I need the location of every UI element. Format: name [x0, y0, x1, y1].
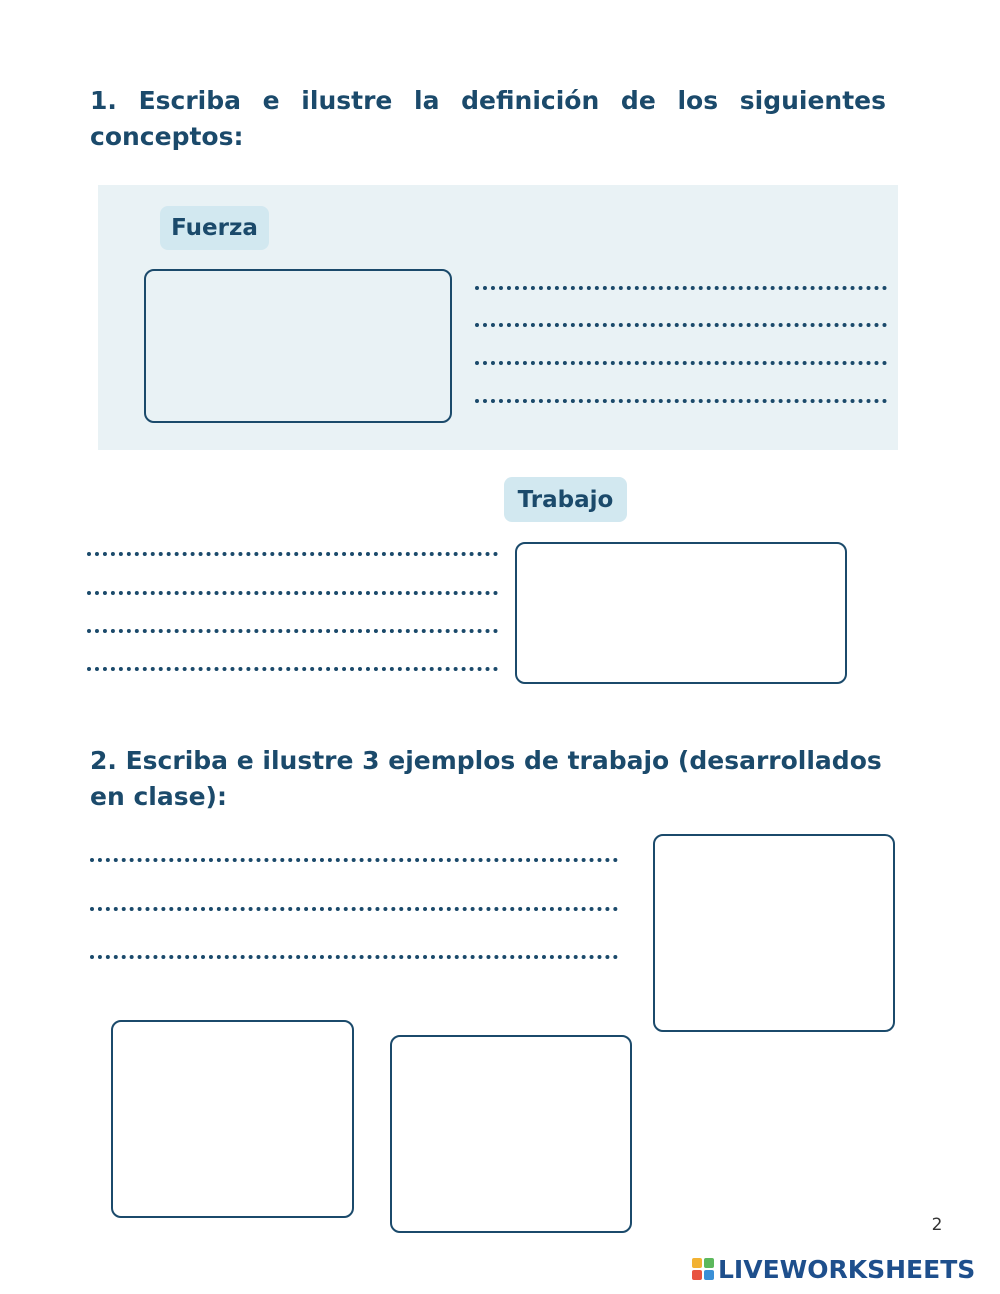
- fuerza-answer-line-2[interactable]: [475, 323, 887, 327]
- trabajo-answer-line-1[interactable]: [87, 552, 498, 556]
- fuerza-answer-line-3[interactable]: [475, 361, 887, 365]
- example-drawing-box-3[interactable]: [390, 1035, 632, 1233]
- fuerza-answer-line-4[interactable]: [475, 399, 887, 403]
- liveworksheets-logo-icon: [692, 1258, 714, 1280]
- example-answer-line-2[interactable]: [90, 907, 618, 911]
- trabajo-answer-line-4[interactable]: [87, 667, 498, 671]
- example-drawing-box-2[interactable]: [111, 1020, 354, 1218]
- trabajo-drawing-box[interactable]: [515, 542, 847, 684]
- question-2-title: 2. Escriba e ilustre 3 ejemplos de trabajo (desarrollados en clase):: [90, 746, 882, 811]
- question-1-title: 1. Escriba e ilustre la definición de los siguientes conceptos:: [90, 86, 886, 151]
- liveworksheets-logo[interactable]: [692, 1254, 975, 1284]
- fuerza-answer-line-1[interactable]: [475, 286, 887, 290]
- example-answer-line-3[interactable]: [90, 955, 618, 959]
- fuerza-drawing-box[interactable]: [144, 269, 452, 423]
- concept-tag-trabajo: Trabajo: [504, 477, 627, 522]
- page-number: 2: [931, 1215, 943, 1235]
- example-drawing-box-1[interactable]: [653, 834, 895, 1032]
- example-answer-line-1[interactable]: [90, 858, 618, 862]
- trabajo-answer-line-3[interactable]: [87, 629, 498, 633]
- concept-tag-fuerza: Fuerza: [160, 206, 269, 250]
- liveworksheets-brand-text: LIVEWORKSHEETS: [718, 1254, 976, 1284]
- trabajo-answer-line-2[interactable]: [87, 591, 498, 595]
